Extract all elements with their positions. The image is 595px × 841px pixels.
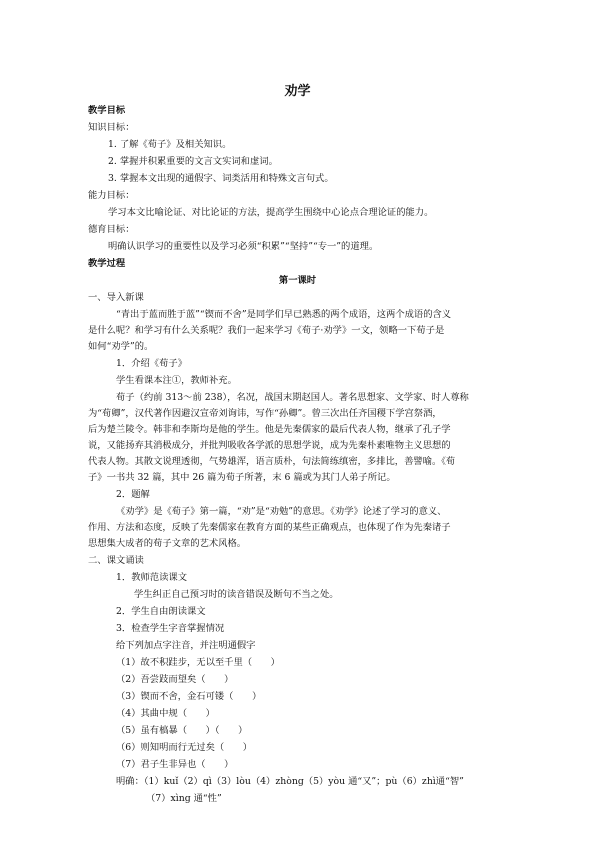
ability-label: 能力目标： xyxy=(88,190,135,201)
xunzi-line: 子》一书共 32 篇，其中 26 篇为荀子所著，末 6 篇或为其门人弟子所记。 xyxy=(88,472,396,483)
part2-title: 二、课文诵读 xyxy=(88,555,144,566)
xunzi-line: 说，又能扬弃其消极成分，并批判吸收各学派的思想学说，成为先秦朴素唯物主义思想的 xyxy=(88,440,451,451)
moral-text: 明确认识学习的重要性以及学习必须“积累”“坚持”“专一”的道理。 xyxy=(108,241,379,252)
objectives-heading: 教学目标 xyxy=(88,105,126,116)
exercise-prompt: 给下列加点字注音，并注明通假字 xyxy=(116,640,256,651)
title-explain-line: 作用、方法和态度，反映了先秦儒家在教育方面的某些正确观点，也体现了作为先秦诸子 xyxy=(88,522,451,533)
knowledge-label: 知识目标： xyxy=(88,122,135,133)
xunzi-line: 后为楚兰陵令。韩非和李斯均是他的学生。他是先秦儒家的最后代表人物，继承了孔子学 xyxy=(88,424,451,435)
lesson-title: 第一课时 xyxy=(278,275,317,286)
xunzi-line: 为“荀卿”，汉代著作因避汉宣帝刘询讳，写作“孙卿”。曾三次出任齐国稷下学宫祭酒， xyxy=(88,408,442,419)
read3-title: 3．检查学生字音掌握情况 xyxy=(116,623,225,634)
exercise-item: （3）锲而不舍，金石可镂（ ） xyxy=(116,691,262,702)
intro-line: “青出于蓝而胜于蓝”“锲而不舍”是同学们早已熟悉的两个成语，这两个成语的含义 xyxy=(116,309,452,320)
xunzi-line: 代表人物。其散文说理透彻，气势雄浑，语言质朴，句法简练缜密，多排比，善譬喻。《荀 xyxy=(88,456,456,467)
document-title: 劝学 xyxy=(284,84,311,99)
answer-line: （7）xìng 通“性” xyxy=(146,793,222,804)
knowledge-item: 1. 了解《荀子》及相关知识。 xyxy=(108,139,232,150)
xunzi-line: 荀子（约前 313～前 238），名况，战国末期赵国人。著名思想家、文学家、时人尊称 xyxy=(116,392,469,403)
knowledge-item: 2. 掌握并积累重要的文言文实词和虚词。 xyxy=(108,156,278,167)
answer-line: 明确：（1）kuǐ（2）qì（3）lòu（4）zhòng（5）yòu 通“又”；pù（6）zhì通“智” xyxy=(116,776,464,787)
part1-title: 一、导入新课 xyxy=(88,292,144,303)
exercise-item: （2）吾尝跂而望矣（ ） xyxy=(116,674,234,685)
ability-text: 学习本文比喻论证、对比论证的方法，提高学生围绕中心论点合理论证的能力。 xyxy=(108,207,434,218)
read2-title: 2．学生自由朗读课文 xyxy=(116,606,206,617)
intro-line: 是什么呢？和学习有什么关系呢？我们一起来学习《荀子·劝学》一文，领略一下荀子是 xyxy=(88,325,445,336)
exercise-item: （5）虽有槁暴（ ）（ ） xyxy=(116,725,248,736)
read1-title: 1．教师范读课文 xyxy=(116,572,187,583)
read1-text: 学生纠正自己预习时的读音错误及断句不当之处。 xyxy=(134,589,339,600)
sub2-title: 2．题解 xyxy=(116,489,150,500)
process-heading: 教学过程 xyxy=(88,258,126,269)
sub1-title: 1．介绍《荀子》 xyxy=(116,358,187,369)
exercise-item: （4）其曲中规（ ） xyxy=(116,708,215,719)
exercise-item: （6）则知明而行无过矣（ ） xyxy=(116,742,253,753)
exercise-item: （7）君子生非异也（ ） xyxy=(116,759,234,770)
moral-label: 德育目标： xyxy=(88,224,135,235)
title-explain-line: 《劝学》是《荀子》第一篇，“劝”是“劝勉”的意思。《劝学》论述了学习的意义、 xyxy=(116,506,447,517)
sub1-note: 学生看课本注①，教师补充。 xyxy=(116,375,237,386)
title-explain-line: 思想集大成者的荀子文章的艺术风格。 xyxy=(88,538,247,549)
exercise-item: （1）故不积跬步，无以至千里（ ） xyxy=(116,657,280,668)
intro-line: 如何“劝学”的。 xyxy=(88,341,154,352)
knowledge-item: 3. 掌握本文出现的通假字、词类活用和特殊文言句式。 xyxy=(108,173,334,184)
